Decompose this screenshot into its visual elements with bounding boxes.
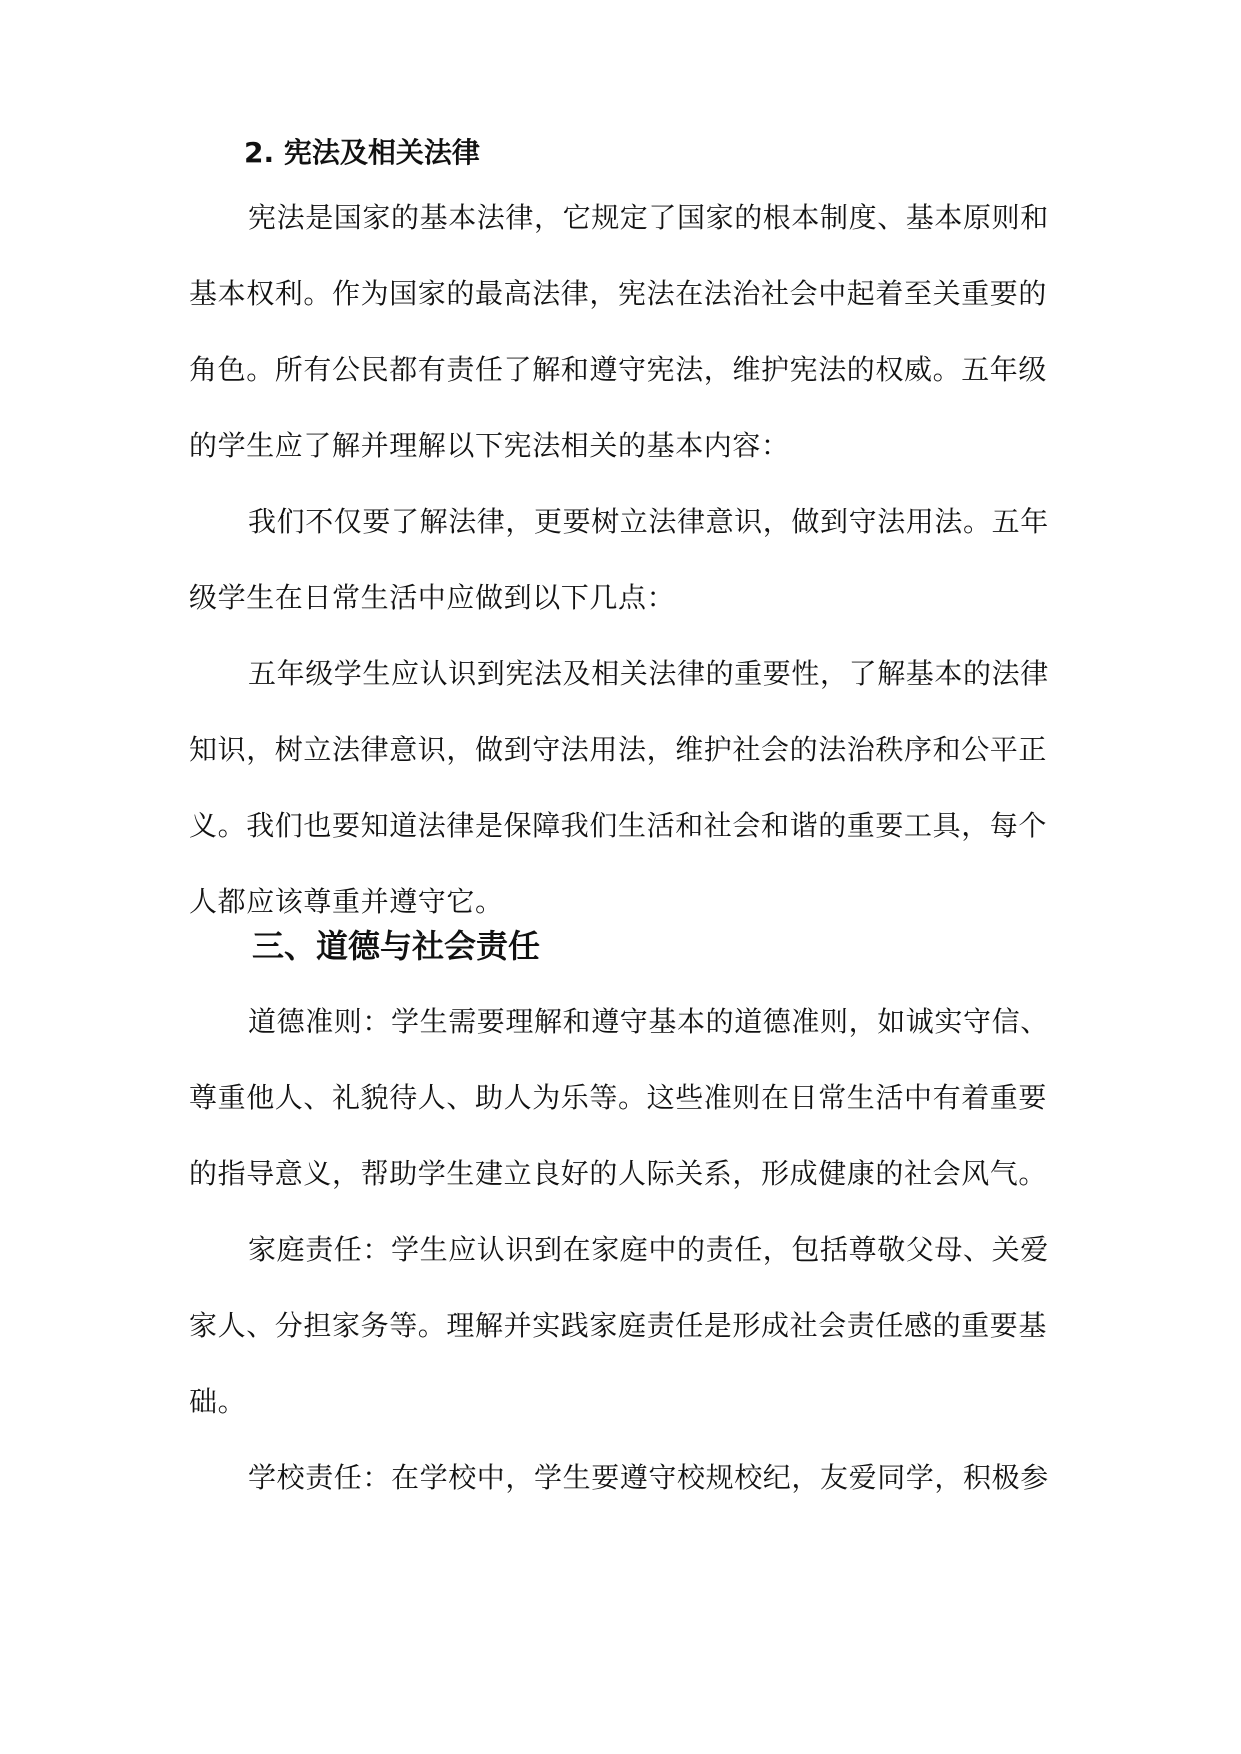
paragraph-moral-principles: 道德准则：学生需要理解和遵守基本的道德准则，如诚实守信、尊重他人、礼貌待人、助人为乐等。这些准则在日常生活中有着重要的指导意义，帮助学生建立良好的人际关系，形成健康的社会风气。 — [189, 1005, 1049, 1190]
section-3-heading: 三、道德与社会责任 — [252, 927, 541, 965]
paragraph-family-responsibility: 家庭责任：学生应认识到在家庭中的责任，包括尊敬父母、关爱家人、分担家务等。理解并实践家庭责任是形成社会责任感的重要基础。 — [189, 1233, 1049, 1418]
section-2-heading: 2. 宪法及相关法律 — [244, 136, 480, 169]
paragraph-law-importance: 五年级学生应认识到宪法及相关法律的重要性，了解基本的法律知识，树立法律意识，做到守法用法，维护社会的法治秩序和公平正义。我们也要知道法律是保障我们生活和社会和谐的重要工具，每个人都应该尊重并遵守它。 — [189, 657, 1049, 918]
paragraph-constitution-intro: 宪法是国家的基本法律，它规定了国家的根本制度、基本原则和基本权利。作为国家的最高法律，宪法在法治社会中起着至关重要的角色。所有公民都有责任了解和遵守宪法，维护宪法的权威。五年级的学生应了解并理解以下宪法相关的基本内容： — [189, 201, 1049, 462]
paragraph-school-responsibility: 学校责任：在学校中，学生要遵守校规校纪，友爱同学，积极参 — [248, 1461, 1049, 1494]
paragraph-legal-awareness: 我们不仅要了解法律，更要树立法律意识，做到守法用法。五年级学生在日常生活中应做到以下几点： — [189, 505, 1049, 614]
